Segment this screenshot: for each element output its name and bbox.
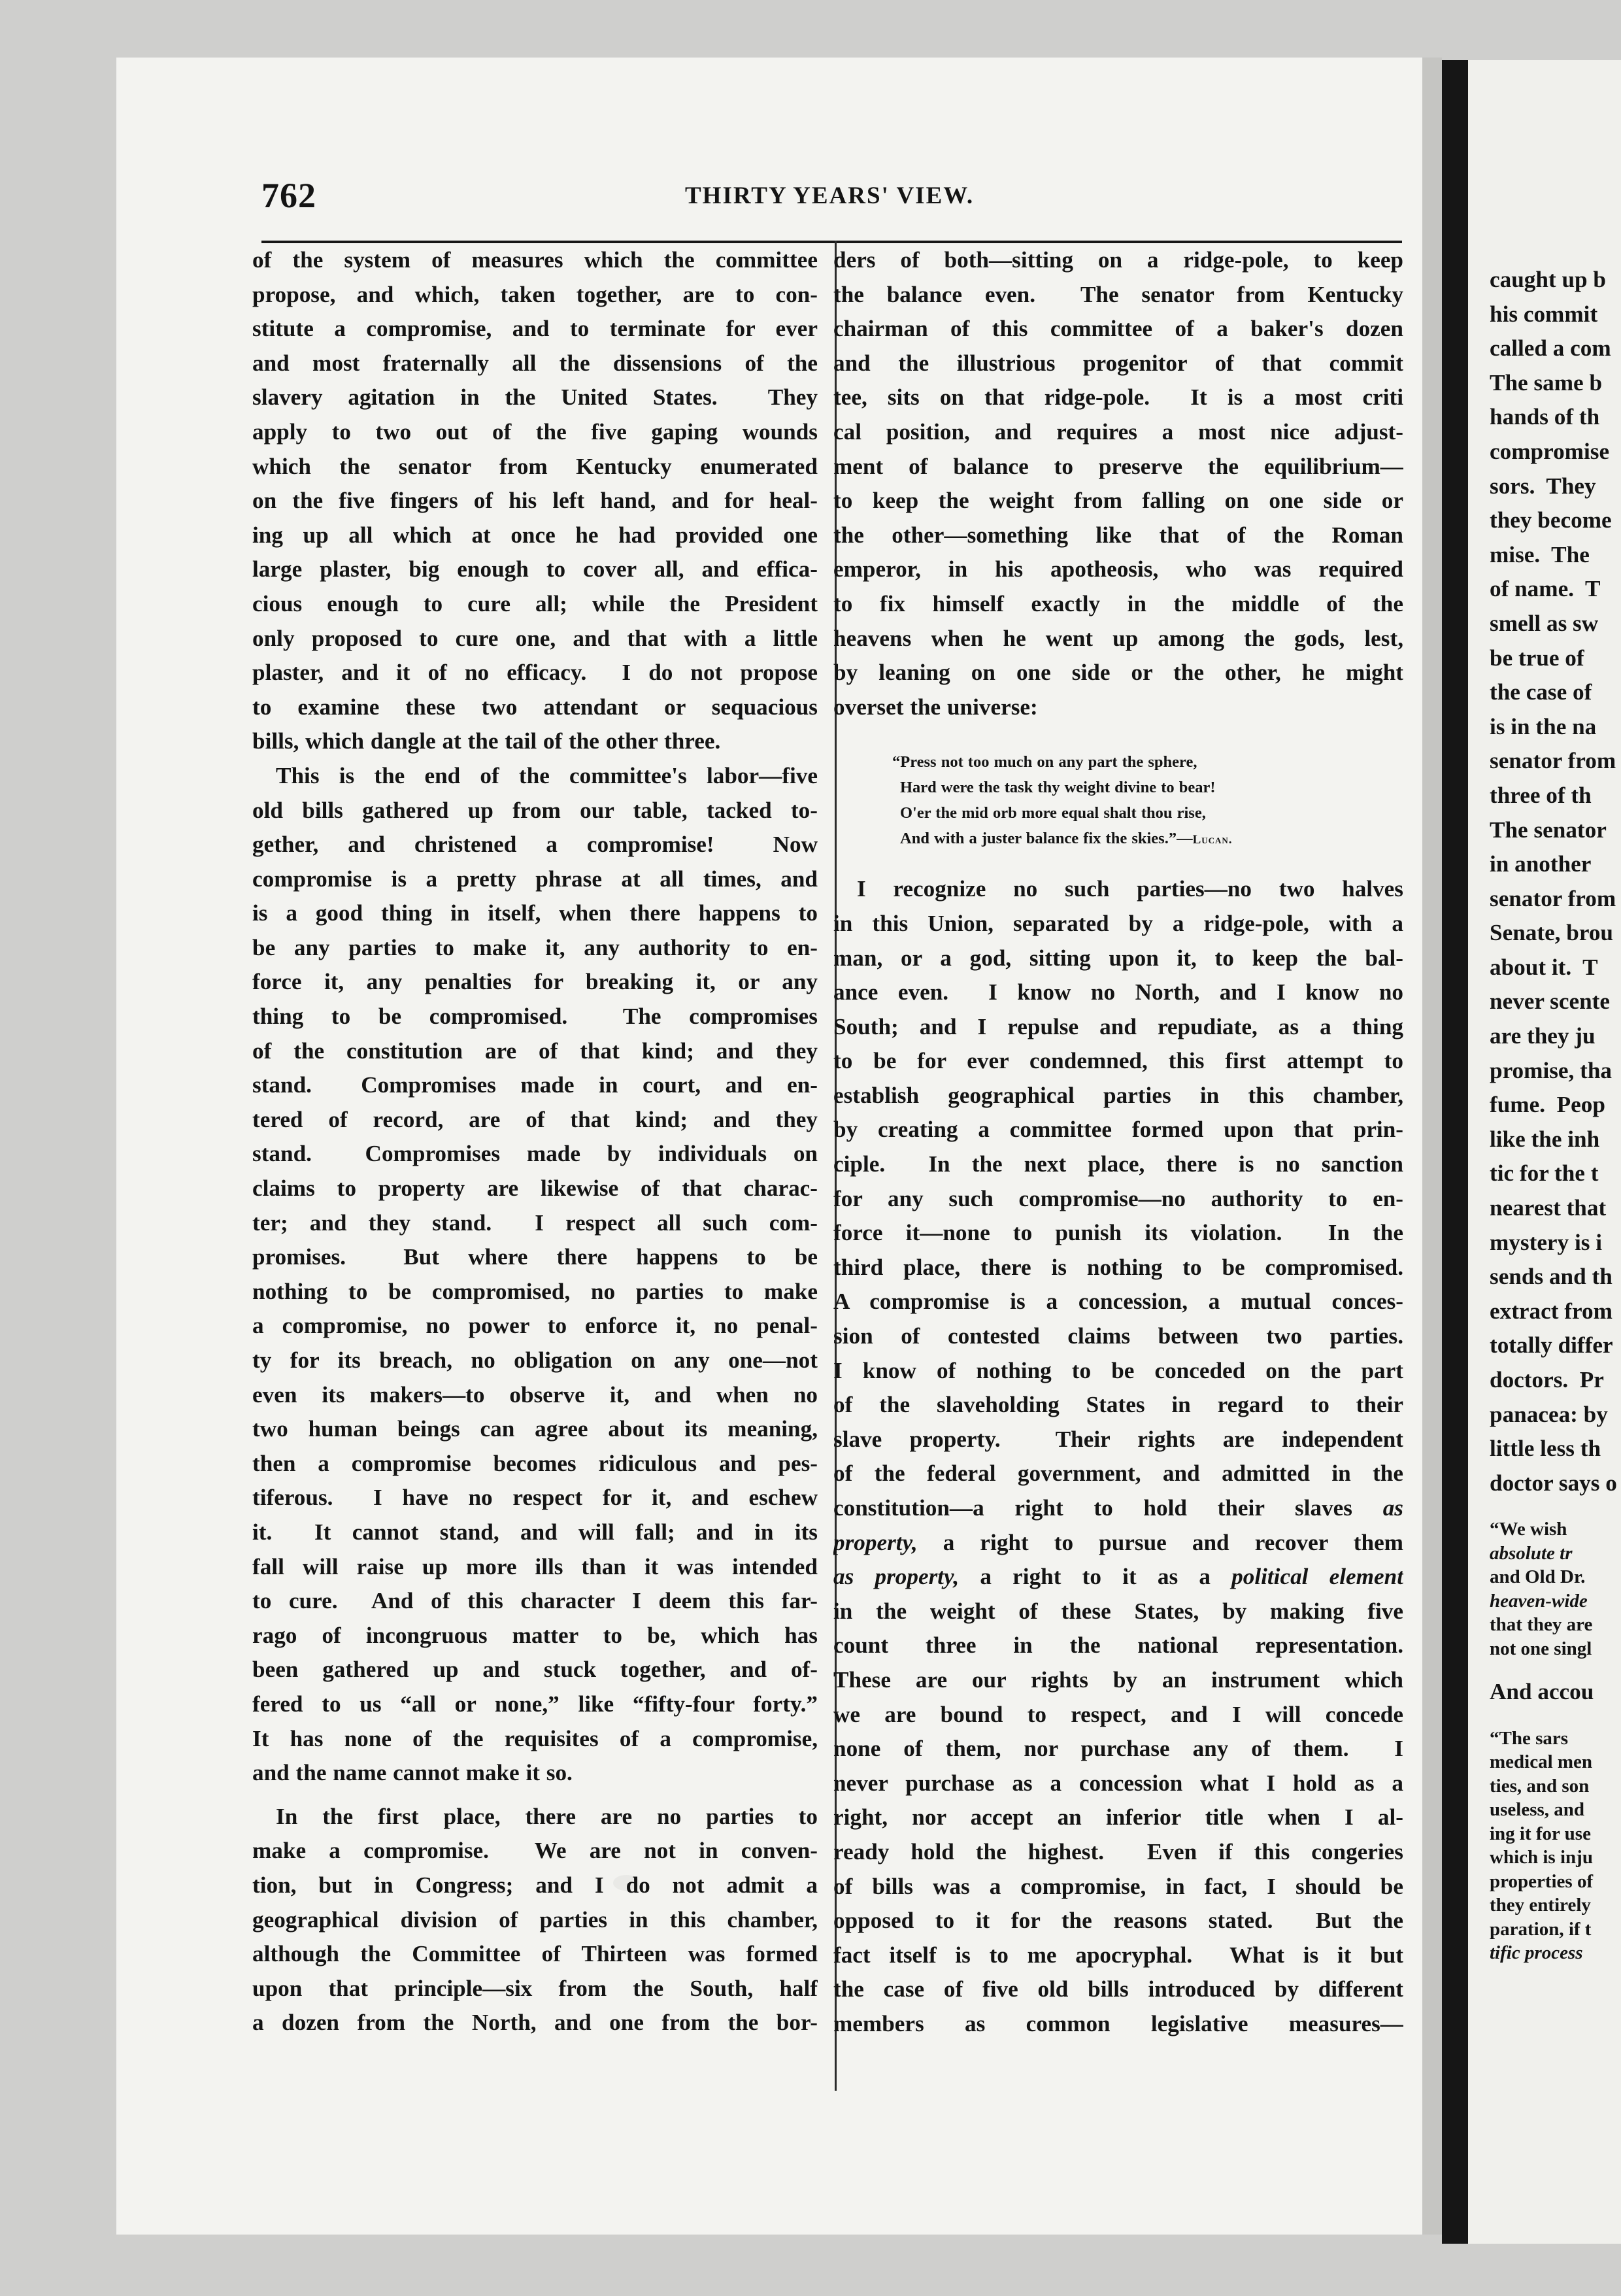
adjacent-text-line: of name. T (1490, 576, 1601, 602)
text-line: stand. Compromises made by individuals on (252, 1141, 818, 1167)
adjacent-text-line: properties of (1490, 1870, 1594, 1892)
text-line: apply to two out of the five gaping wounds (252, 418, 818, 445)
text-line: to examine these two attendant or sequacious (252, 694, 818, 720)
text-line: chairman of this committee of a baker's dozen (833, 316, 1403, 342)
text-line: ter; and they stand. I respect all such com- (252, 1209, 818, 1236)
adjacent-text-line: which is inju (1490, 1847, 1593, 1868)
adjacent-text-line: useless, and (1490, 1799, 1585, 1821)
adjacent-text-line: they become (1490, 507, 1612, 533)
text-line: fall will raise up more ills than it was intended (252, 1553, 818, 1579)
text-line: force it—none to punish its violation. In the (833, 1220, 1403, 1246)
verse-quotation (892, 749, 1403, 853)
emphasis: political element (1231, 1564, 1403, 1590)
text-line: of bills was a compromise, in fact, I should be (833, 1873, 1403, 1899)
left-column (252, 243, 818, 2040)
adjacent-text-line: caught up b (1490, 267, 1606, 292)
adjacent-text-line: compromise (1490, 438, 1610, 464)
page-number: 762 (261, 176, 316, 215)
text-line: bills, which dangle at the tail of the other three. (252, 728, 721, 754)
text-line: claims to property are likewise of that charac- (252, 1175, 818, 1202)
text-line: tee, sits on that ridge-pole. It is a most criti (833, 384, 1403, 411)
text-line: overset the universe: (833, 694, 1038, 720)
text-line: thing to be compromised. The compromises (252, 1004, 818, 1030)
text-line: cal position, and requires a most nice adjust- (833, 418, 1403, 445)
text-line: the other—something like that of the Roman (833, 522, 1403, 548)
adjacent-text-line: not one singl (1490, 1638, 1592, 1659)
text-line: A compromise is a concession, a mutual conces- (833, 1289, 1403, 1315)
text-line: geographical division of parties in this chamber, (252, 1906, 818, 1933)
adjacent-text-line: panacea: by (1490, 1401, 1608, 1427)
text-line: by leaning on one side or the other, he might (833, 660, 1403, 686)
adjacent-text-line: tic for the t (1490, 1160, 1599, 1187)
text-line: although the Committee of Thirteen was formed (252, 1941, 818, 1967)
adjacent-text-line: is in the na (1490, 713, 1597, 739)
text-line: promises. But where there happens to be (252, 1244, 818, 1270)
text-line: third place, there is nothing to be compromised. (833, 1254, 1403, 1280)
text-line: propose, and which, taken together, are to con- (252, 281, 818, 307)
adjacent-text-line: extract from (1490, 1298, 1613, 1324)
text-line: then a compromise becomes ridiculous and pes- (252, 1450, 818, 1476)
text-line: stand. Compromises made in court, and en- (252, 1072, 818, 1098)
text-line: is a good thing in itself, when there happens to (252, 900, 818, 926)
text-line: force it, any penalties for breaking it, or any (252, 969, 818, 995)
quote-line: Hard were the task thy weight divine to bear! (900, 779, 1216, 797)
text-line: it. It cannot stand, and will fall; and in its (252, 1519, 818, 1545)
adjacent-text-line: The senator (1490, 817, 1607, 843)
text-line: two human beings can agree about its meaning, (252, 1416, 818, 1442)
right-column (833, 243, 1403, 2042)
text-line: be any parties to make it, any authority to en- (252, 934, 818, 960)
text-line: make a compromise. We are not in conven- (252, 1838, 818, 1864)
text-line: tion, but in Congress; and I do not admit a (252, 1872, 818, 1898)
adjacent-text-line: smell as sw (1490, 610, 1599, 636)
adjacent-text-line: his commit (1490, 301, 1598, 327)
text-line: the case of five old bills introduced by different (833, 1976, 1403, 2002)
text-line: members as common legislative measures— (833, 2010, 1403, 2036)
adjacent-text-line: senator from (1490, 885, 1616, 911)
text-line: ance even. I know no North, and I know no (833, 979, 1403, 1005)
text-line: I recognize no such parties—no two halves (857, 876, 1403, 902)
text-line: only proposed to cure one, and that with a little (252, 625, 818, 651)
text-line: on the five fingers of his left hand, and for heal- (252, 488, 818, 514)
text-line: South; and I repulse and repudiate, as a thing (833, 1013, 1403, 1039)
adjacent-text-line: called a com (1490, 335, 1611, 362)
text-line: and the name cannot make it so. (252, 1760, 573, 1786)
adjacent-text-line: sends and th (1490, 1264, 1613, 1290)
text-line: gether, and christened a compromise! Now (252, 832, 818, 858)
adjacent-text-line: that they are (1490, 1614, 1593, 1636)
adjacent-text-line: never scente (1490, 988, 1611, 1015)
adjacent-text-line: nearest that (1490, 1195, 1607, 1221)
text-line: of the slaveholding States in regard to their (833, 1392, 1403, 1418)
text-line: a dozen from the North, and one from the bor- (252, 2010, 818, 2036)
adjacent-text-line: three of th (1490, 782, 1592, 808)
book-page (116, 58, 1422, 2235)
text-line: to fix himself exactly in the middle of the (833, 590, 1403, 616)
text-line: ty for its breach, no obligation on any one—not (252, 1347, 818, 1373)
text-line: as property, a right to it as a political element (833, 1564, 1403, 1590)
text-line: It has none of the requisites of a compromise, (252, 1725, 818, 1751)
quote-line: O'er the mid orb more equal shalt thou rise, (900, 804, 1206, 822)
adjacent-text-line: mise. The (1490, 541, 1590, 567)
text-line: establish geographical parties in this chamber, (833, 1082, 1403, 1108)
quote-line-text: And with a juster balance fix the skies.”— (900, 830, 1193, 848)
text-line: heavens when he went up among the gods, lest, (833, 625, 1403, 651)
text-line: in this Union, separated by a ridge-pole, with a (833, 910, 1403, 936)
text-line: This is the end of the committee's labor—five (276, 762, 818, 788)
text-line: slave property. Their rights are independent (833, 1426, 1403, 1452)
text-line: of the system of measures which the committee (252, 247, 818, 273)
text-line: property, a right to pursue and recover them (833, 1529, 1403, 1555)
adjacent-text-line: absolute tr (1490, 1542, 1573, 1564)
text-line: of the federal government, and admitted in the (833, 1460, 1403, 1487)
text-line: sion of contested claims between two parties. (833, 1323, 1403, 1349)
text-line: and most fraternally all the dissensions of the (252, 350, 818, 376)
text-line: ready hold the highest. Even if this congeries (833, 1838, 1403, 1865)
text-line: ment of balance to preserve the equilibrium— (833, 453, 1403, 479)
text-line: to cure. And of this character I deem this far- (252, 1588, 818, 1614)
adjacent-text-line: in another (1490, 851, 1592, 877)
adjacent-text-line: the case of (1490, 679, 1592, 705)
text-line: nothing to be compromised, no parties to make (252, 1278, 818, 1304)
text-line: emperor, in his apotheosis, who was required (833, 556, 1403, 582)
text-line: we are bound to respect, and I will concede (833, 1701, 1403, 1727)
adjacent-text-line: medical men (1490, 1751, 1593, 1773)
text-line: slavery agitation in the United States. They (252, 384, 818, 411)
adjacent-text-line: And accou (1490, 1679, 1594, 1705)
adjacent-text-line: mystery is i (1490, 1229, 1602, 1255)
quote-line: “Press not too much on any part the sphere, (892, 753, 1197, 771)
text-line: been gathered up and stuck together, and of- (252, 1657, 818, 1683)
text-line: compromise is a pretty phrase at all times, and (252, 866, 818, 892)
text-line: tiferous. I have no respect for it, and eschew (252, 1485, 818, 1511)
adjacent-text-line: sors. They (1490, 473, 1596, 499)
adjacent-text-line: The same b (1490, 369, 1603, 396)
adjacent-page-column (1490, 263, 1621, 1965)
adjacent-text-line: “We wish (1490, 1519, 1567, 1540)
text-line: by creating a committee formed upon that prin- (833, 1117, 1403, 1143)
text-line: old bills gathered up from our table, tacked to- (252, 797, 818, 823)
text-line: for any such compromise—no authority to en- (833, 1185, 1403, 1211)
adjacent-text-line: tific process (1490, 1942, 1583, 1964)
text-line: in the weight of these States, by making five (833, 1598, 1403, 1624)
text-line: opposed to it for the reasons stated. But the (833, 1908, 1403, 1934)
text-line: to be for ever condemned, this first attempt to (833, 1048, 1403, 1074)
running-head (116, 175, 1422, 228)
book-spine (1442, 60, 1468, 2244)
text-line: stitute a compromise, and to terminate for ever (252, 316, 818, 342)
adjacent-text-line: and Old Dr. (1490, 1566, 1586, 1588)
text-line: ders of both—sitting on a ridge-pole, to keep (833, 247, 1403, 273)
text-line: a compromise, no power to enforce it, no penal- (252, 1313, 818, 1339)
text-line: I know of nothing to be conceded on the part (833, 1357, 1403, 1383)
text-line: of the constitution are of that kind; and they (252, 1038, 818, 1064)
adjacent-text-line: they entirely (1490, 1895, 1591, 1916)
adjacent-text-line: about it. T (1490, 954, 1598, 980)
text-line: In the first place, there are no parties to (276, 1803, 818, 1829)
text-line: rago of incongruous matter to be, which has (252, 1622, 818, 1648)
text-line: large plaster, big enough to cover all, and effica- (252, 556, 818, 582)
text-line: ciple. In the next place, there is no sanction (833, 1151, 1403, 1177)
adjacent-text-line: “The sars (1490, 1727, 1569, 1749)
text-line: which the senator from Kentucky enumerated (252, 453, 818, 479)
adjacent-page-fragment (1468, 60, 1621, 2244)
text-line: upon that principle—six from the South, half (252, 1975, 818, 2001)
adjacent-text-line: totally differ (1490, 1332, 1613, 1359)
emphasis: as property, (833, 1564, 960, 1590)
text-line: constitution—a right to hold their slaves as (833, 1495, 1403, 1521)
adjacent-text-line: fume. Peop (1490, 1092, 1605, 1118)
text-line: cious enough to cure all; while the President (252, 590, 818, 616)
adjacent-text-line: like the inh (1490, 1126, 1600, 1152)
adjacent-text-line: doctor says o (1490, 1470, 1617, 1496)
text-line: and the illustrious progenitor of that commit (833, 350, 1403, 376)
quote-line (892, 826, 1403, 853)
text-line: These are our rights by an instrument which (833, 1666, 1403, 1693)
right-column-top-text (833, 243, 1403, 724)
adjacent-text-line: are they ju (1490, 1023, 1596, 1049)
adjacent-text-line: Senate, brou (1490, 920, 1613, 946)
emphasis: as (1382, 1495, 1403, 1521)
text-line: man, or a god, sitting upon it, to keep the bal- (833, 945, 1403, 971)
text-line: none of them, nor purchase any of them. I (833, 1736, 1403, 1762)
adjacent-text-line: ties, and son (1490, 1775, 1590, 1797)
text-line: to keep the weight from falling on one side or (833, 488, 1403, 514)
adjacent-text-line: be true of (1490, 645, 1584, 671)
text-line: fered to us “all or none,” like “fifty-four forty.” (252, 1691, 818, 1717)
adjacent-text-line: hands of th (1490, 404, 1600, 430)
text-line: ing up all which at once he had provided one (252, 522, 818, 548)
text-line: plaster, and it of no efficacy. I do not propose (252, 660, 818, 686)
adjacent-text-line: senator from (1490, 748, 1616, 774)
quote-attribution: Lucan. (1192, 833, 1233, 847)
running-title: THIRTY YEARS' VIEW. (685, 182, 975, 209)
adjacent-text-line: ing it for use (1490, 1823, 1591, 1844)
page-gutter (1422, 58, 1442, 2235)
adjacent-text-line: doctors. Pr (1490, 1367, 1604, 1393)
right-column-bottom-text (833, 872, 1403, 2041)
emphasis: property, (833, 1529, 918, 1555)
adjacent-text-line: promise, tha (1490, 1057, 1613, 1083)
text-line: fact itself is to me apocryphal. What is it but (833, 1942, 1403, 1968)
text-line: the balance even. The senator from Kentucky (833, 281, 1403, 307)
adjacent-text-line: paration, if t (1490, 1918, 1592, 1940)
adjacent-text-line: heaven-wide (1490, 1590, 1588, 1612)
text-line: count three in the national representation. (833, 1632, 1403, 1659)
text-line: right, nor accept an inferior title when I al- (833, 1804, 1403, 1831)
text-line: never purchase as a concession what I hold as a (833, 1770, 1403, 1796)
adjacent-text-line: little less th (1490, 1436, 1601, 1462)
text-line: tered of record, are of that kind; and they (252, 1106, 818, 1132)
text-line: even its makers—to observe it, and when no (252, 1381, 818, 1408)
